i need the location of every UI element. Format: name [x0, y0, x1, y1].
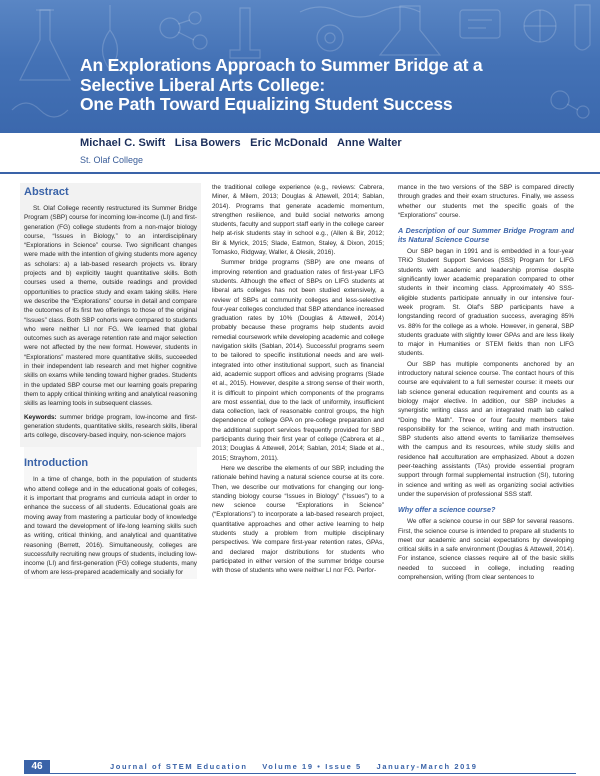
keywords-label: Keywords: [24, 413, 57, 421]
section-subheading: A Description of our Summer Bridge Program and its Natural Science Course [398, 226, 574, 245]
column-right [398, 183, 574, 583]
body-paragraph: Our SBP has multiple components anchored by an introductory natural science course. The contact hours of this course are equivalent to a full semester course: it meets our lab science general education requirement and counts as a biology major elective. In addition, our SBP includes a synergistic writing class and an integrated math lab called “Doing the Math”. Three or four faculty members take responsibility for the science, writing and math instruction. SBP students also attend events to familiarize themselves with the campus and its resources, while study skills and residence hall acculturation are emphasized. About a dozen peer-teaching assistants (TAs) provide essential program support through formal supplemental instruction (SI), tutoring in science and writing as well as organizing social activities under the supervision of professional SSS staff. [398, 360, 574, 498]
journal-line: Journal of STEM Education Volume 19 • Issue 5 January-March 2019 [110, 762, 478, 771]
abstract-box [20, 183, 201, 447]
author-affiliation: St. Olaf College [80, 155, 144, 165]
body-paragraph: Summer bridge programs (SBP) are one means of improving retention and graduation rates of first-year LIFG students. Although the effect of SBPs on LIFG students at liberal arts colleges has not been studied extensively, a review of SBPs at community colleges and less-selective four-year colleges concluded that SBP attendance increased graduation rates by 10% (Douglas & Attewell, 2014) probably because these programs help students avoid remedial coursework while developing academic and college navigation skills (Sablan, 2014). Successful programs seem to be tailored to specific institutional needs and are well-integrated into other institutional support, such as financial aid, academic support offices and advising programs (Slade et al., 2015). However, despite a strong sense of their worth, it is difficult to pinpoint which components of the programs are most essential, due to the lack of uniformity, insufficient data collection, lack of reasonable control groups, the high dependence of college GPA on pre-college preparation and the additional support services frequently provided for SBP participants during their first year of college (Cabrera et al., 2013; Douglas & Attewell, 2014; Sablan, 2014; Slade et al., 2015; Strayhorn, 2011). [212, 259, 384, 462]
title-line-2: Selective Liberal Arts College: [80, 74, 326, 95]
title-line-3: One Path Toward Equalizing Student Success [80, 94, 453, 114]
abstract-heading: Abstract [24, 186, 69, 198]
introduction-heading: Introduction [24, 457, 89, 470]
column-left [24, 183, 197, 579]
header-banner [0, 0, 600, 133]
body-paragraph: Our SBP began in 1991 and is embedded in a four-year TRiO Student Support Services (SSS) Program for LIFG students with academic and leadership promise despite significantly lower academic preparation compared to other students in their incoming class. Approximately 40 SSS-eligible students participate annually in our intensive four-week program. St. Olaf’s SBP participants have a longstanding record of graduation success, averaging 85% vs. 88% for the college as a whole. However, in general, SBP students graduate with slightly lower GPAs and are less likely to major in Humanities or STEM fields than non LIFG students. [398, 248, 574, 358]
title-line-1: An Explorations Approach to Summer Bridge at a [80, 55, 483, 75]
page-number: 46 [24, 760, 50, 774]
header-rule [0, 172, 600, 174]
page-footer [0, 760, 600, 776]
keywords [24, 413, 197, 441]
body-paragraph: We offer a science course in our SBP for several reasons. First, the science course is intended to prepare all students to meet our academic and social expectations by developing critical skills in a safe environment (Douglas & Attewell, 2014). For instance, science classes require all of the basic skills needed to succeed in college, including reading comprehension, writing (from clear sentences to [398, 518, 574, 581]
article-title [80, 56, 580, 115]
author-list: Michael C. Swift Lisa Bowers Eric McDonald Anne Walter [80, 137, 402, 149]
footer-rule [50, 773, 576, 774]
body-paragraph: mance in the two versions of the SBP is compared directly through grades and their exam structures. Finally, we assess whether our students met the specific goals of the “Explorations” course. [398, 184, 574, 219]
section-subheading: Why offer a science course? [398, 505, 496, 515]
introduction-paragraph: In a time of change, both in the population of students who attend college and in the educational goals of colleges, it is important that programs and curricula adapt in order to enhance the success of all students. Educational goals are moving away from mastering a particular body of knowledge and toward the development of life-long learning skills such as writing, critical thinking, and analytical and quantitative reasoning (Berrett, 2016). Simultaneously, colleges are successfully recruiting new groups of students, including low-income (LI) and first-generation (FG) college students, many of whom are less-prepared academically and socially for [24, 476, 197, 577]
body-paragraph: Here we describe the elements of our SBP, including the rationale behind having a natural science course at its core. Then, we describe our motivations for changing our long-standing biology course “Issues in Biology” (“Issues”) to a new science course “Explorations in Science” (“Explorations”) to incorporate a lab-based research project, quantitative approaches and other active learning to help students study a problem from multiple disciplinary perspectives. We compare first-year retention rates, GPAs, and declared major distributions for students who participated in either version of the summer bridge course with those of students who were neither LI nor FG. Perfor- [212, 464, 384, 575]
column-middle [212, 183, 384, 576]
keywords-text: summer bridge program, low-income and first-generation students, quantitative skills, research skills, liberal arts college, discovery-based inquiry, non-science majors [24, 413, 197, 440]
body-paragraph: the traditional college experience (e.g., reviews: Cabrera, Miner, & Milem, 2013; Douglas & Attewell, 2014; Sablan, 2014). Programs that generate academic momentum, strengthen resilience, and build social networks among students, faculty and support staff early in the college career help at-risk students stay in school e.g., (Allen & Bir, 2012; Bir & Myrick, 2015; Slade, Eatmon, Staley, & Dixon, 2015; Tomasko, Ridgway, Waller, & Olesik, 2016). [212, 184, 384, 257]
abstract-text: St. Olaf College recently restructured its Summer Bridge Program (SBP) course for incoming low-income (LI) and first-generation (FG) college students from a non-major biology course, “Issues in Biology,” to an interdisciplinary “Explorations in Science” course. Two significant changes were made with the intention of giving students more agency as scholars: a) a lab-based research projects vs. library projects and b) explicitly taught quantitative skills. Both courses used a theme, outside readings and provided opportunities to practice study and exam taking skills. Here we describe the “Explorations” course in detail and compare the outcomes of its first two offerings to those of the original “Issues” class. Both SBP cohorts were compared to students who were neither LI nor FG. We learned that global outcomes such as average retention rate and major selection were not affected by the new format. However, students in “Explorations” mastered more quantitative skills, succeeded in their independent lab research and met higher cognitive skills on exams while tending toward higher grades. Students in the updated SBP course met our learning goals preparing them to apply critical thinking writing and analytical reasoning skills as learning tools in subsequent classes. [24, 205, 197, 408]
